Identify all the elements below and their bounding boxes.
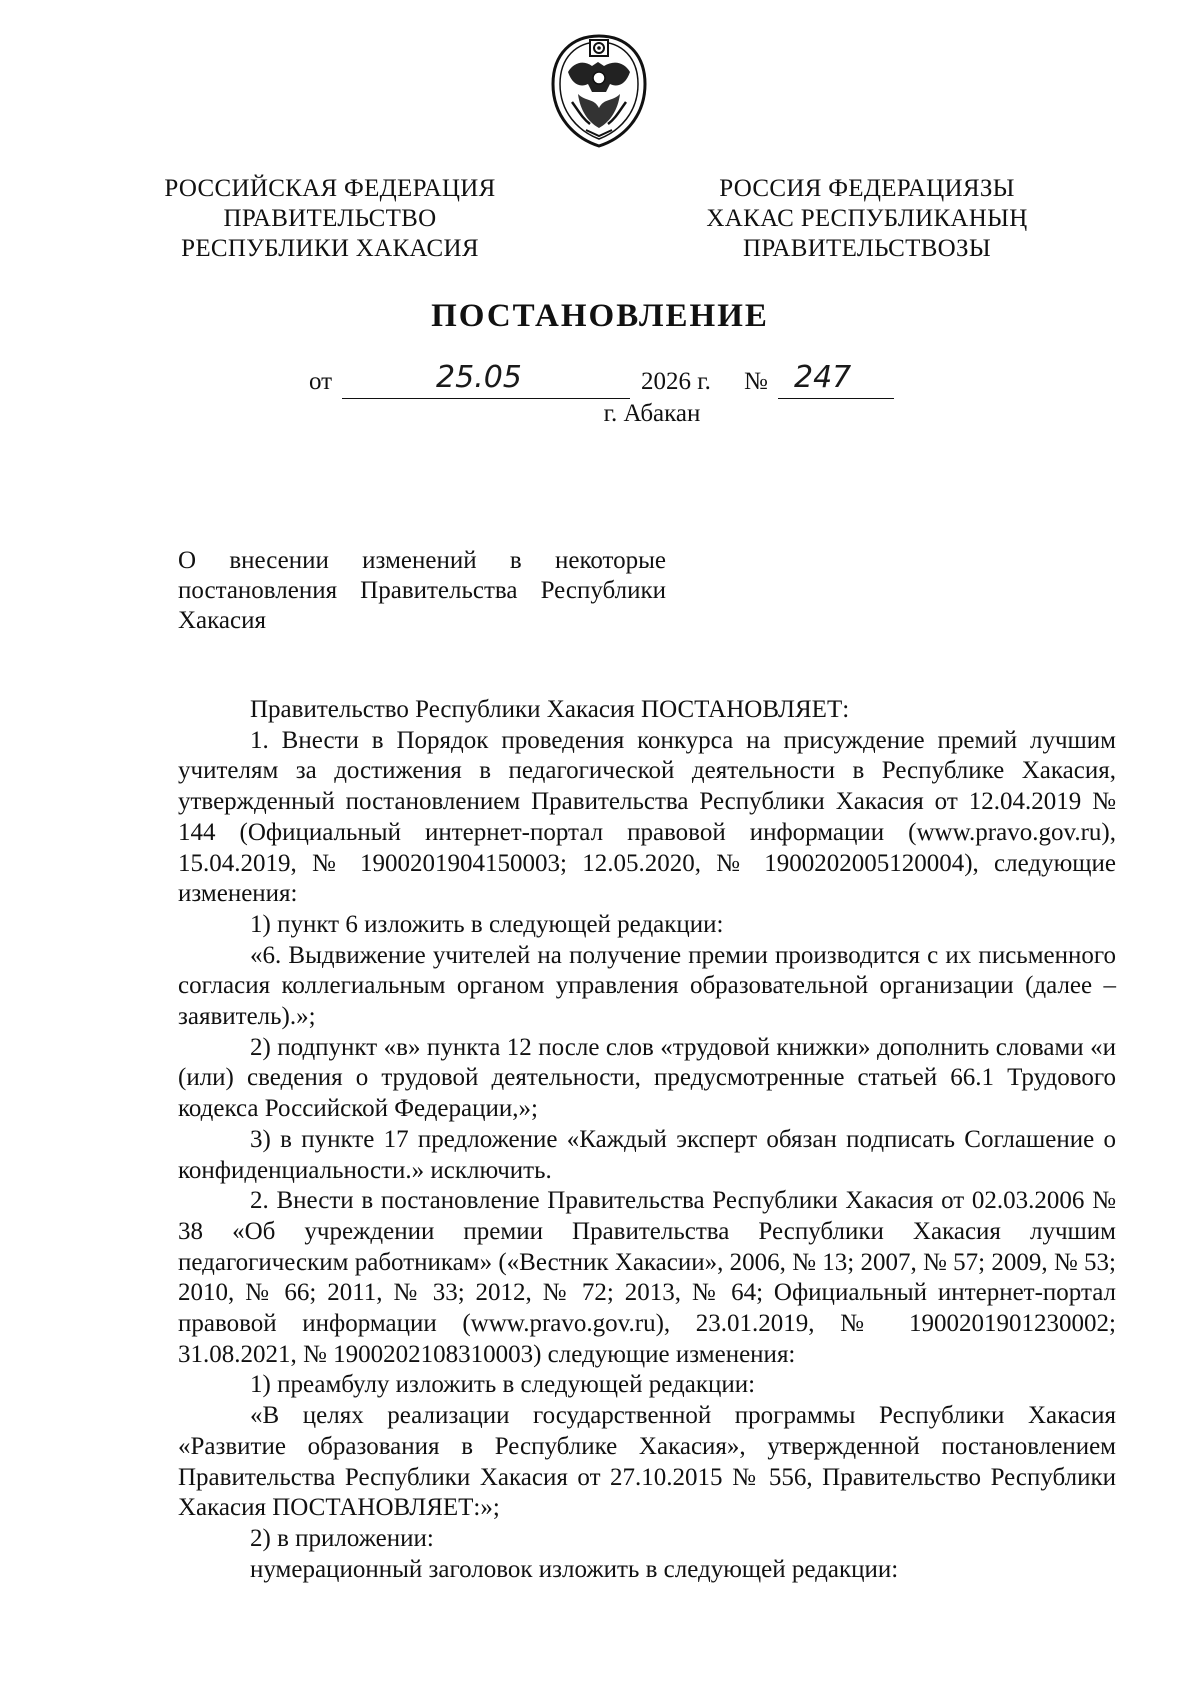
number-handwritten: 247: [794, 360, 852, 395]
body-paragraph: нумерационный заголовок изложить в следующей редакции:: [250, 1555, 899, 1583]
city-label: г. Абакан: [603, 400, 701, 427]
body-paragraph: 3) в пункте 17 предложение «Каждый эксперт обязан подписать Соглашение о конфиденциальности.» исключить.: [178, 1125, 1116, 1184]
body-paragraph: 1) преамбулу изложить в следующей редакции:: [250, 1371, 756, 1399]
khakassia-coat-of-arms-icon: [548, 32, 650, 150]
year-label: 2026 г.: [641, 368, 711, 395]
subject-line: постановления Правительства Республики: [178, 577, 666, 604]
header-right-block: [684, 174, 1050, 264]
body-paragraph: 2) подпункт «в» пункта 12 после слов «трудовой книжки» дополнить словами «и (или) сведения о трудовой деятельности, предусмотренные статьей 66.1 Трудового кодекса Российской Федерации,»;: [178, 1033, 1116, 1123]
body-paragraph: 2. Внести в постановление Правительства Республики Хакасия от 02.03.2006 № 38 «Об учреждении премии Правительства Республики Хакасия лучшим педагогическим работникам» («Вестник Хакасии», 2006, № 13; 2007, № 57; 2009, № 53; 2010, № 66; 2011, № 33; 2012, № 72; 2013, № 64; Официальный интернет-портал правовой информации (www.pravo.gov.ru), 23.01.2019, № 1900201901230002; 31.08.2021, № 1900202108310003) следующие изменения:: [178, 1187, 1116, 1368]
subject-block: [178, 546, 666, 636]
body-paragraph: Правительство Республики Хакасия ПОСТАНОВЛЯЕТ:: [250, 696, 850, 723]
date-prefix: от: [309, 368, 333, 395]
header-left-line: РЕСПУБЛИКИ ХАКАСИЯ: [181, 235, 479, 262]
header-left-block: [150, 174, 510, 264]
number-underline: [778, 398, 894, 399]
header-right-line: РОССИЯ ФЕДЕРАЦИЯЗЫ: [719, 175, 1015, 202]
header-left-line: ПРАВИТЕЛЬСТВО: [223, 205, 437, 232]
body-paragraph: 1) пункт 6 изложить в следующей редакции:: [250, 910, 724, 938]
coat-of-arms-emblem: [548, 32, 650, 150]
subject-line: О внесении изменений в некоторые: [178, 547, 666, 574]
document-body: [178, 695, 1116, 1585]
body-paragraph: 1. Внести в Порядок проведения конкурса на присуждение премий лучшим учителям за достижения в педагогической деятельности в Республике Хакасия, утвержденный постановлением Правительства Республики Хакасия от 12.04.2019 № 144 (Официальный интернет-портал правовой информации (www.pravo.gov.ru), 15.04.2019, № 1900201904150003; 12.05.2020, № 1900202005120004), следующие изменения:: [178, 726, 1116, 908]
header-right-line: ХАКАС РЕСПУБЛИКАНЫҢ: [706, 205, 1028, 232]
body-paragraph: «6. Выдвижение учителей на получение премии производится с их письменного согласия коллегиальным органом управления образовательной организации (далее – заявитель).»;: [178, 941, 1116, 1031]
body-paragraph: «В целях реализации государственной программы Республики Хакасия «Развитие образования в Республике Хакасия», утвержденной постановлением Правительства Республики Хакасия от 27.10.2015 № 556, Правительство Республики Хакасия ПОСТАНОВЛЯЕТ:»;: [178, 1402, 1116, 1522]
body-paragraph: 2) в приложении:: [250, 1524, 434, 1552]
header-right-line: ПРАВИТЕЛЬСТВОЗЫ: [743, 235, 991, 262]
date-underline: [342, 398, 630, 399]
document-title: ПОСТАНОВЛЕНИЕ: [431, 298, 769, 334]
subject-line: Хакасия: [178, 607, 266, 634]
header-left-line: РОССИЙСКАЯ ФЕДЕРАЦИЯ: [164, 175, 496, 202]
number-sign: №: [744, 368, 768, 395]
date-handwritten: 25.05: [436, 360, 522, 395]
